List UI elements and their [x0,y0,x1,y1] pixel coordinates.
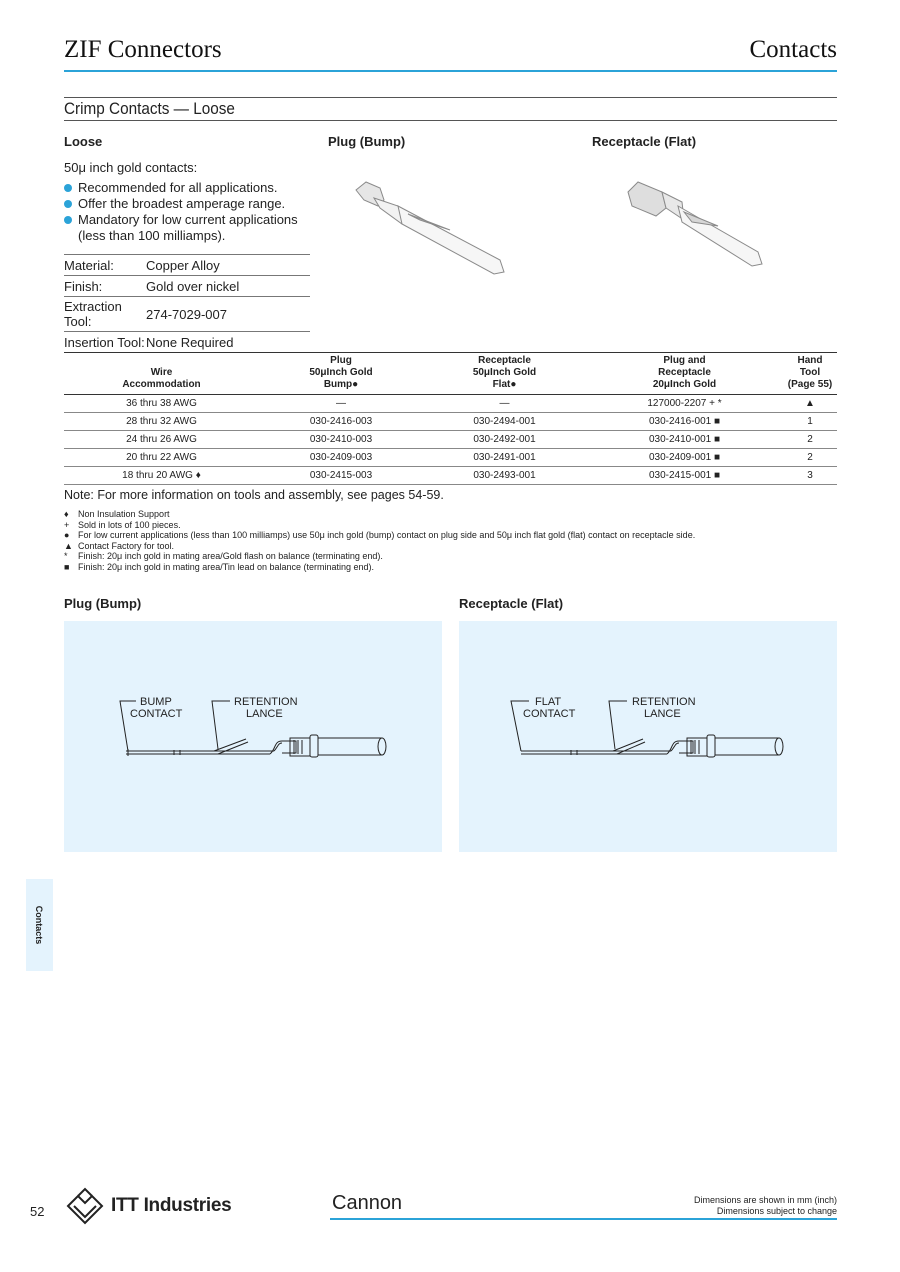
spec-row [64,255,310,276]
table-row: 24 thru 26 AWG 030-2410-003 030-2492-001 030-2410-001 ■ 2 [64,431,837,449]
plug-diagram-panel [64,621,442,852]
retention-label: RETENTION [632,696,696,708]
side-tab [26,879,53,971]
contacts-table [64,352,837,485]
spec-value: 274-7029-007 [146,297,310,332]
itt-logo-icon [64,1185,106,1227]
spec-key: Material: [64,255,146,276]
feature-list [64,180,314,244]
header-left-title: ZIF Connectors [64,36,222,63]
receptacle-diagram-heading: Receptacle (Flat) [459,596,564,611]
footnote-item: ▲ Contact Factory for tool. [64,540,175,551]
footnotes-list [64,509,695,572]
feature-item: Recommended for all applications. [64,180,314,196]
spec-key: Finish: [64,276,146,297]
plug-diagram [64,621,442,852]
receptacle-diagram [459,621,837,852]
plug-diagram-heading: Plug (Bump) [64,596,142,611]
product-name: Cannon [332,1192,403,1214]
brand-name: ITT Industries [111,1195,232,1216]
receptacle-heading: Receptacle (Flat) [592,134,697,149]
feature-item: Offer the broadest amperage range. [64,196,314,212]
table-row: 28 thru 32 AWG 030-2416-003 030-2494-001 030-2416-001 ■ 1 [64,413,837,431]
side-tab-label: Contacts [34,905,45,945]
spec-value: Copper Alloy [146,255,310,276]
feature-item: Mandatory for low current applications (less than 100 milliamps). [64,212,314,244]
spec-value: Gold over nickel [146,276,310,297]
col-header-plug: Plug 50μInch Gold Bump● [259,353,423,395]
spec-value: None Required [146,332,310,353]
page-number: 52 [30,1204,45,1219]
footnote-item: ♦ Non Insulation Support [64,509,170,519]
col-header-wire: Wire Accommodation [64,353,259,395]
receptacle-contact-image [622,178,768,272]
spec-key: Extraction Tool: [64,297,146,332]
col-header-hand-tool: Hand Tool (Page 55) [783,353,837,395]
col-header-receptacle: Receptacle 50μInch Gold Flat● [423,353,586,395]
col-header-plug-receptacle: Plug and Receptacle 20μInch Gold [586,353,783,395]
plug-contact-image [350,178,510,278]
section-title: Crimp Contacts — Loose [64,99,235,118]
dimensions-note: Dimensions are shown in mm (inch) Dimensions subject to change [693,1195,837,1216]
section-top-rule [64,97,837,98]
receptacle-diagram-panel [459,621,837,852]
section-bottom-rule [64,120,837,121]
contact-label: CONTACT [523,708,576,720]
lance-label: LANCE [644,708,681,720]
flat-label: FLAT [535,696,562,708]
lance-label: LANCE [246,708,283,720]
plug-heading: Plug (Bump) [328,134,406,149]
footnote-item: + Sold in lots of 100 pieces. [64,519,181,530]
bump-label: BUMP [140,696,172,708]
table-header-row [64,353,837,395]
spec-row [64,276,310,297]
spec-row [64,332,310,353]
spec-table [64,254,310,353]
footnote-item: ● For low current applications (less than 100 milliamps) use 50μ inch gold (bump) contact on plug side and 50μ inch flat gold (flat) contact on receptacle side. [64,530,696,540]
contact-label: CONTACT [130,708,183,720]
footer-rule [330,1218,837,1220]
table-row: 36 thru 38 AWG — — 127000-2207 + * ▲ [64,395,837,413]
intro-text: 50μ inch gold contacts: [64,160,198,175]
table-row: 18 thru 20 AWG ♦ 030-2415-003 030-2493-001 030-2415-001 ■ 3 [64,467,837,485]
footnote-item: ■ Finish: 20μ inch gold in mating area/Tin lead on balance (terminating end). [64,561,375,572]
retention-label: RETENTION [234,696,298,708]
note-text: Note: For more information on tools and assembly, see pages 54-59. [64,488,444,502]
header-right-title: Contacts [749,36,837,63]
spec-key: Insertion Tool: [64,332,146,353]
loose-heading: Loose [64,134,103,149]
footnote-item: * Finish: 20μ inch gold in mating area/Gold flash on balance (terminating end). [64,551,383,561]
spec-row [64,297,310,332]
header-rule [64,70,837,72]
table-row: 20 thru 22 AWG 030-2409-003 030-2491-001 030-2409-001 ■ 2 [64,449,837,467]
